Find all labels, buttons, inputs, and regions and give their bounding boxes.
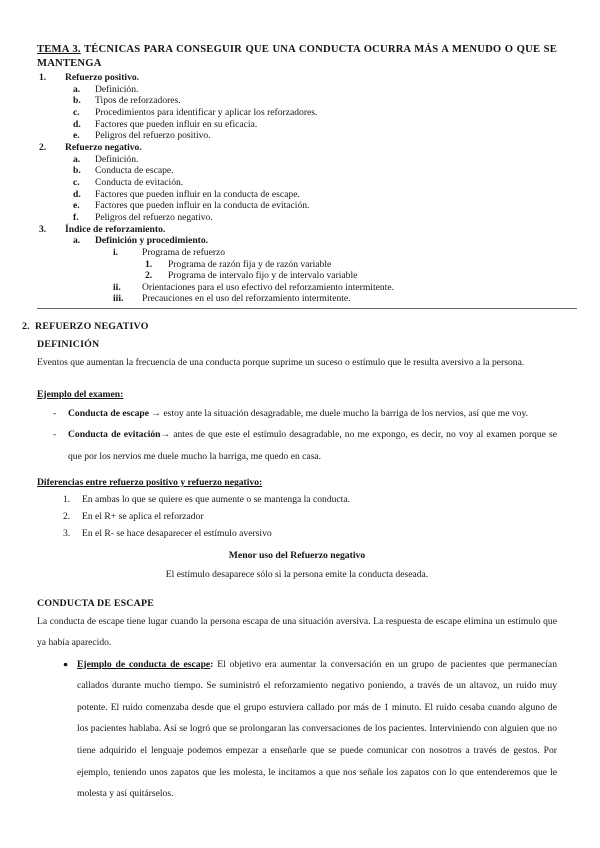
outline-text: Conducta de evitación. [95, 176, 184, 188]
page-title-line2: MANTENGA [37, 58, 102, 69]
outline-marker: a. [73, 83, 81, 95]
outline-item [37, 224, 557, 236]
outline-text: Refuerzo positivo. [65, 72, 140, 83]
outline-marker: 3. [39, 223, 47, 235]
lead-colon: : [210, 658, 218, 670]
list-marker: 2. [63, 511, 71, 523]
outline-item [37, 119, 557, 131]
escape-section-heading: CONDUCTA DE ESCAPE [37, 597, 154, 609]
outline-marker: d. [73, 118, 81, 130]
dash-marker: - [53, 407, 57, 419]
outline-text: Procedimientos para identificar y aplicar los reforzadores. [95, 106, 318, 118]
outline-text: Refuerzo negativo. [65, 141, 142, 153]
list-item-evitacion [37, 424, 557, 468]
outline-text: Factores que pueden influir en la conducta de escape. [95, 188, 300, 200]
outline-marker: 2. [39, 141, 47, 153]
bullet-icon: ● [63, 658, 69, 669]
outline-marker: 1. [145, 258, 153, 270]
outline-item [37, 189, 557, 201]
item-body: El objetivo era aumentar la conversación en un grupo de pacientes que permanecían callados durante mucho tiempo. Se suministró el reforzamiento negativo poniendo, a través de un altavoz, un ruido muy potente. El ruido comenzaba desde que el grupo estuviera callado por más de 1 minuto. El ruido cesaba cuando alguno de los pacientes hablaba. Así se logró que se prolongaran las conversaciones de los pacientes. Interviniendo con alguien que no tiene adquirido el lenguaje podemos empezar a enseñarle que se puede comunicar con nosotros a través de gestos. Por ejemplo, teniendo unos zapatos que les molesta, le incitamos a que nos señale los zapatos con lo que entenderemos que le molesta y así quitárselos. [77, 658, 557, 800]
outline-item [37, 235, 557, 247]
escape-example-text [77, 654, 557, 805]
outline-text: Peligros del refuerzo negativo. [95, 211, 213, 223]
outline-item [37, 165, 557, 177]
arrow-glyph: → [160, 429, 174, 441]
outline-marker: c. [73, 106, 80, 118]
page-title [37, 43, 557, 71]
list-marker: 1. [63, 494, 71, 506]
outline-marker: f. [73, 211, 79, 223]
item-body: estoy ante la situación desagradable, me duele mucho la barriga de los nervios, así que me voy. [163, 407, 529, 419]
list-item-text: En ambas lo que se quiere es que aumente o se mantenga la conducta. [82, 494, 350, 506]
escape-example-item [37, 654, 557, 805]
section-heading-text: REFUERZO NEGATIVO [35, 321, 149, 333]
outline-item [37, 177, 557, 189]
outline-marker: a. [73, 153, 81, 165]
differences-list [37, 491, 557, 543]
outline-text: Conducta de escape. [95, 165, 174, 177]
list-marker: 3. [63, 528, 71, 540]
outline-item [37, 200, 557, 212]
outline-marker: i. [113, 246, 119, 258]
outline-item [37, 130, 557, 142]
outline-text: Programa de refuerzo [142, 246, 226, 258]
outline-item [37, 247, 557, 259]
outline-text: Programa de razón fija y de razón variable [168, 258, 332, 270]
outline-text: Definición. [95, 153, 139, 165]
section-divider [37, 308, 577, 309]
outline-marker: ii. [113, 281, 121, 293]
lead-bold: Conducta de escape [68, 407, 150, 419]
list-item-escape [37, 403, 557, 425]
title-rest: TÉCNICAS PARA CONSEGUIR QUE UNA CONDUCTA OCURRA MÁS A MENUDO O QUE SE [80, 44, 557, 55]
outline-list [37, 72, 557, 305]
outline-text: Precauciones en el uso del reforzamiento intermitente. [142, 293, 351, 305]
outline-text: Orientaciones para el uso efectivo del reforzamiento intermitente. [142, 281, 394, 293]
outline-item [37, 154, 557, 166]
arrow-glyph: → [149, 407, 164, 419]
list-item-text [68, 403, 528, 425]
list-item-text: En el R- se hace desaparecer el estímulo aversivo [82, 528, 272, 540]
outline-item [37, 95, 557, 107]
escape-intro-paragraph: La conducta de escape tiene lugar cuando la persona escapa de una situación aversiva. La respuesta de escape elimina un estímulo que ya había aparecido. [37, 615, 557, 649]
outline-text: Definición y procedimiento. [95, 235, 209, 247]
outline-item [37, 107, 557, 119]
outline-text: Programa de intervalo fijo y de intervalo variable [168, 270, 358, 282]
definition-paragraph: Eventos que aumentan la frecuencia de una conducta porque suprime un suceso o estímulo que le resulta aversivo a la persona. [37, 357, 525, 369]
differences-heading-text: Diferencias entre refuerzo positivo y refuerzo negativo: [37, 477, 263, 489]
outline-item [37, 212, 557, 224]
outline-marker: a. [73, 235, 81, 247]
outline-item [37, 259, 557, 271]
page-title-line1 [37, 43, 557, 57]
outline-text: Peligros del refuerzo positivo. [95, 130, 211, 142]
title-tema-tag: TEMA 3. [37, 44, 81, 55]
outline-item [37, 84, 557, 96]
outline-marker: b. [73, 95, 81, 107]
callout-text: El estímulo desaparece sólo si la persona emite la conducta deseada. [165, 568, 429, 580]
callout-title: Menor uso del Refuerzo negativo [228, 549, 366, 561]
outline-text: Índice de reforzamiento. [65, 223, 166, 235]
list-item [37, 525, 557, 542]
outline-item [37, 270, 557, 282]
item-body: antes de que este el estímulo desagradable, no me expongo, es decir, no voy al examen porque se que por los nervios me duele mucho la barriga, me quedo en casa. [68, 429, 557, 463]
lead-bold: Conducta de evitación [68, 429, 161, 441]
section-number: 2. [22, 321, 30, 333]
differences-heading [37, 477, 557, 488]
outline-marker: b. [73, 165, 81, 177]
outline-marker: 2. [145, 270, 153, 282]
list-item [37, 491, 557, 508]
outline-marker: d. [73, 188, 81, 200]
example-list [37, 403, 557, 468]
example-heading [37, 389, 557, 400]
dash-marker: - [53, 429, 57, 441]
outline-item [37, 72, 557, 84]
outline-text: Factores que pueden influir en su eficacia. [95, 118, 258, 130]
outline-item [37, 293, 557, 305]
outline-text: Tipos de reforzadores. [95, 95, 181, 107]
outline-text: Factores que pueden influir en la conducta de evitación. [95, 200, 310, 212]
example-heading-text: Ejemplo del examen: [37, 388, 124, 400]
outline-item [37, 142, 557, 154]
list-item-text: En el R+ se aplica el reforzador [82, 511, 204, 523]
list-item [37, 508, 557, 525]
outline-marker: 1. [39, 72, 47, 83]
outline-marker: e. [73, 130, 80, 142]
definition-heading: DEFINICIÓN [37, 339, 100, 351]
outline-marker: e. [73, 200, 80, 212]
outline-marker: iii. [113, 293, 124, 305]
section-heading-refuerzo-negativo [22, 321, 557, 333]
lead-bold: Ejemplo de conducta de escape [77, 658, 211, 670]
outline-marker: c. [73, 176, 80, 188]
outline-item [37, 282, 557, 294]
outline-text: Definición. [95, 83, 139, 95]
list-item-text [68, 424, 557, 468]
